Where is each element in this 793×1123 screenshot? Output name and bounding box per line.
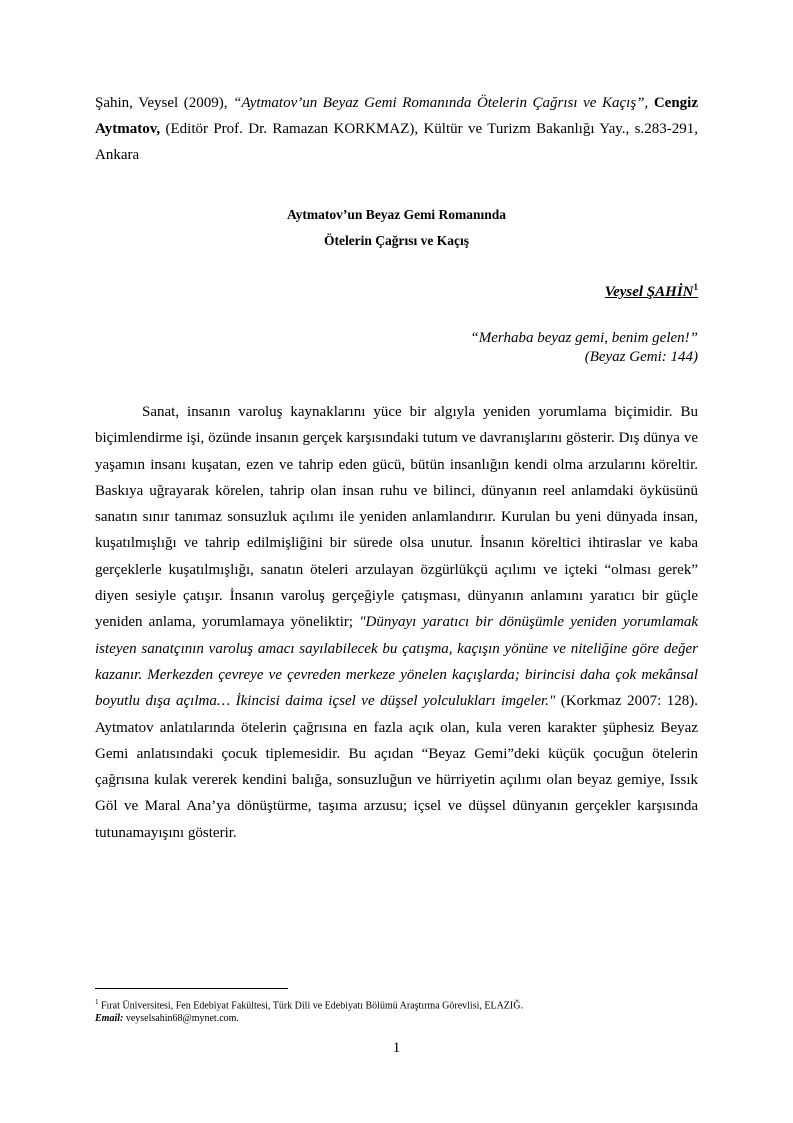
footnote — [95, 996, 698, 1025]
body-paragraph — [95, 399, 698, 846]
body-part-1: Sanat, insanın varoluş kaynaklarını yüce bir algıyla yeniden yorumlama biçimidir. Bu biçimlendirme işi, özünde insanın gerçek karşısındaki tutum ve davranışlarını gösterir. Dış dünya ve yaşamın insanı kuşatan, ezen ve tahrip eden gücü, bütün insanlığın kendi olma arzularını köreltir. Baskıya uğrayarak körelen, tahrip olan insan ruhu ve bilinci, dünyanın reel anlamdaki öyküsünü sanatın sınır tanımaz sonsuzluk açılımı ile yeniden anlamlandırır. Kurulan bu yeni dünyada insan, kuşatılmışlığı ve tahrip edilmişliğini bir sürede olsa unutur. İnsanın köreltici ihtiraslar ve kaba gerçeklerle kuşatılmışlığı, sanatın öteleri arzulayan özgürlükçü açılımı ve içteki “olması gerek” diyen sesiyle çatışır. İnsanın varoluş gerçeğiyle çatışması, dünyanın anlamını yaratıcı bir güçle yeniden anlama, yorumlamaya yöneliktir; — [95, 404, 698, 631]
body-quote: "Dünyayı yaratıcı bir dönüşümle yeniden yorumlamak isteyen sanatçının varoluş amacı sayılabilecek bu çatışma, kaçışın yönüne ve niteliğine göre değer kazanır. Merkezden çevreye ve çevreden merkeze yönelen kaçışlarda; birincisi daha çok mekânsal boyutlu dışa açılma… İkincisi daima içsel ve düşsel yolculukları imgeler." — [95, 614, 698, 710]
citation — [95, 90, 698, 168]
footnote-email-label: Email: — [95, 1013, 124, 1025]
title-line-2: Ötelerin Çağrısı ve Kaçış — [323, 233, 470, 248]
footnote-email-line — [95, 1012, 698, 1025]
citation-article-title: “Aytmatov’un Beyaz Gemi Romanında Ötelerin Çağrısı ve Kaçış” — [233, 95, 645, 111]
epigraph-quote: “Merhaba beyaz gemi, benim gelen!” — [470, 330, 698, 346]
author-byline — [95, 282, 698, 301]
footnote-email: veyselsahin68@mynet.com. — [123, 1013, 239, 1025]
body-part-2: (Korkmaz 2007: 128). Aytmatov anlatılarında ötelerin çağrısına en fazla açık olan, kula veren karakter şüphesiz Beyaz Gemi anlatısındaki çocuk tiplemesidir. Bu açıdan “Beyaz Gemi”deki küçük çocuğun ötelerin çağrısına kulak vererek kendini balığa, sonsuzluğun ve hürriyetin açılımı olan beyaz gemiye, Issık Göl ve Maral Ana’ya dönüştürme, taşıma arzusu; içsel ve düşsel dünyanın gerçekler karşısında tutunamayışını gösterir. — [95, 693, 698, 841]
footnote-affiliation-line — [95, 996, 698, 1012]
citation-comma: , — [644, 95, 654, 111]
epigraph — [95, 329, 698, 367]
document-page — [95, 90, 698, 861]
citation-book-title: Cengiz Aytmatov, — [95, 95, 698, 137]
author-name: Veysel ŞAHİN — [604, 284, 694, 300]
footnote-divider — [95, 988, 288, 989]
citation-author-date: Şahin, Veysel (2009), — [95, 95, 234, 111]
author-footnote-mark: 1 — [693, 282, 698, 292]
footnote-affiliation: Fırat Üniversitesi, Fen Edebiyat Fakültesi, Türk Dili ve Edebiyatı Bölümü Araştırma Görevlisi, ELAZIĞ. — [98, 1000, 523, 1012]
footnote-mark: 1 — [95, 998, 99, 1006]
title-line-1: Aytmatov’un Beyaz Gemi Romanında — [286, 207, 507, 222]
citation-editor-info: (Editör Prof. Dr. Ramazan KORKMAZ), Kültür ve Turizm Bakanlığı Yay., s.283-291, Ankara — [95, 121, 698, 163]
epigraph-source: (Beyaz Gemi: 144) — [584, 349, 698, 365]
page-number: 1 — [392, 1040, 401, 1056]
article-title — [95, 202, 698, 254]
